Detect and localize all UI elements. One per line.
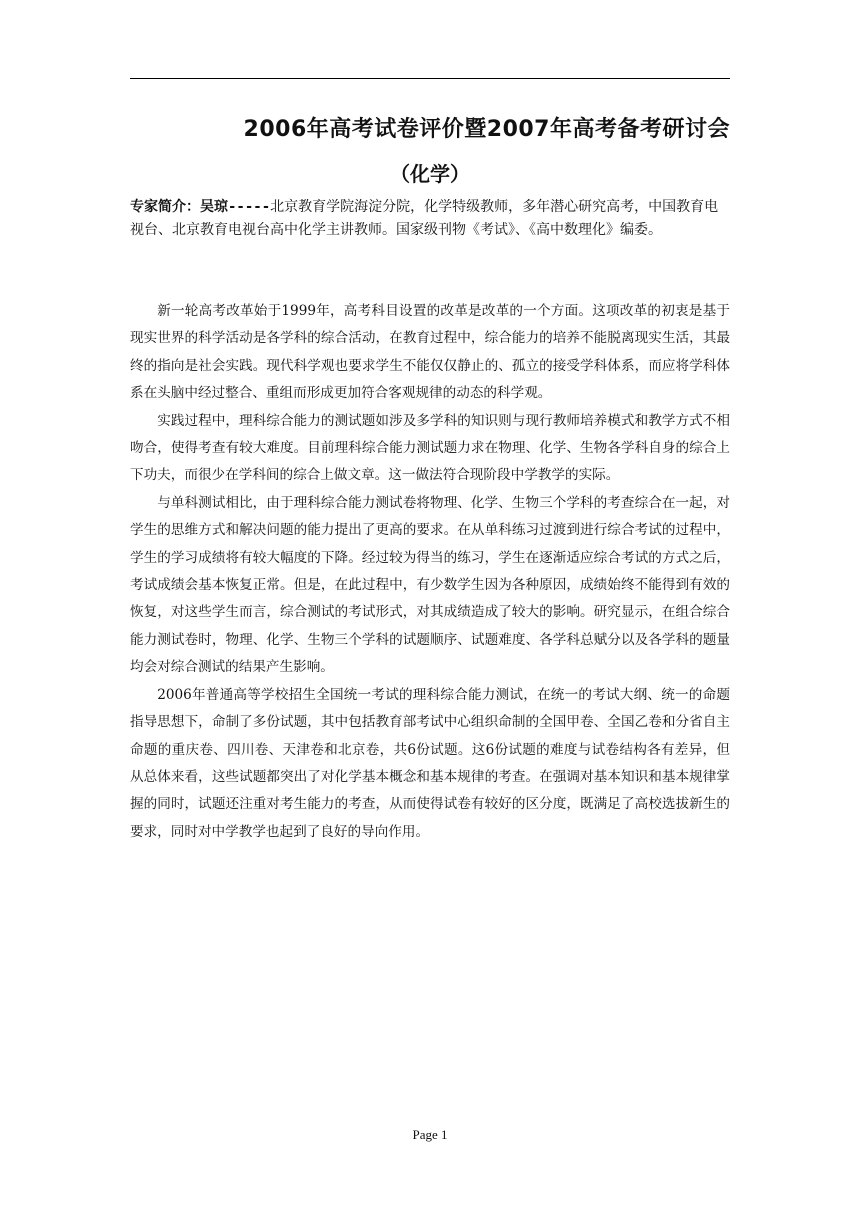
document-body	[130, 298, 730, 846]
document-subtitle: （化学）	[390, 162, 470, 186]
expert-intro	[130, 196, 730, 242]
page-footer: Page 1	[412, 1127, 448, 1142]
document-title: 2006年高考试卷评价暨2007年高考备考研讨会	[243, 117, 730, 142]
expert-intro-label: 专家简介：吴琼-----	[130, 199, 271, 215]
body-paragraph-2: 实践过程中，理科综合能力的测试题如涉及多学科的知识则与现行教师培养模式和教学方式不相吻合，使得考查有较大难度。目前理科综合能力测试题力求在物理、化学、生物各学科自身的综合上下功夫，而很少在学科间的综合上做文章。这一做法符合现阶段中学教学的实际。	[130, 412, 730, 484]
body-paragraph-1: 新一轮高考改革始于1999年，高考科目设置的改革是改革的一个方面。这项改革的初衷是基于现实世界的科学活动是各学科的综合活动，在教育过程中，综合能力的培养不能脱离现实生活，其最终的指向是社会实践。现代科学观也要求学生不能仅仅静止的、孤立的接受学科体系，而应将学科体系在头脑中经过整合、重组而形成更加符合客观规律的动态的科学观。	[130, 303, 730, 402]
expert-intro-text: 北京教育学院海淀分院，化学特级教师，多年潜心研究高考，中国教育电视台、北京教育电视台高中化学主讲教师。国家级刊物《考试》、《高中数理化》编委。	[130, 199, 719, 238]
body-paragraph-4: 2006年普通高等学校招生全国统一考试的理科综合能力测试，在统一的考试大纲、统一的命题指导思想下，命制了多份试题，其中包括教育部考试中心组织命制的全国甲卷、全国乙卷和分省自主命题的重庆卷、四川卷、天津卷和北京卷，共6份试题。这6份试题的难度与试卷结构各有差异，但从总体来看，这些试题都突出了对化学基本概念和基本规律的考查。在强调对基本知识和基本规律掌握的同时，试题还注重对考生能力的考查，从而使得试卷有较好的区分度，既满足了高校选拔新生的要求，同时对中学教学也起到了良好的导向作用。	[130, 686, 730, 840]
body-paragraph-3: 与单科测试相比，由于理科综合能力测试卷将物理、化学、生物三个学科的考查综合在一起，对学生的思维方式和解决问题的能力提出了更高的要求。在从单科练习过渡到进行综合考试的过程中，学生的学习成绩将有较大幅度的下降。经过较为得当的练习，学生在逐渐适应综合考试的方式之后，考试成绩会基本恢复正常。但是，在此过程中，有少数学生因为各种原因，成绩始终不能得到有效的恢复，对这些学生而言，综合测试的考试形式，对其成绩造成了较大的影响。研究显示，在组合综合能力测试卷时，物理、化学、生物三个学科的试题顺序、试题难度、各学科总赋分以及各学科的题量均会对综合测试的结果产生影响。	[130, 494, 730, 676]
header-rule	[130, 78, 730, 79]
